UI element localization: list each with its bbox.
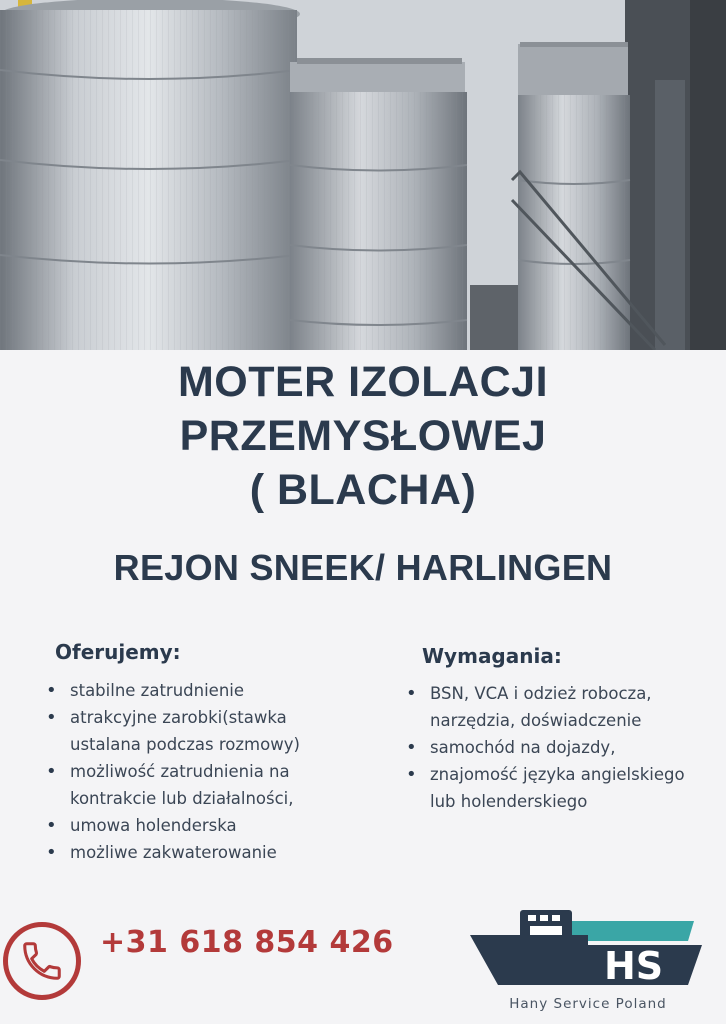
list-item: • umowa holenderska [42, 812, 362, 839]
phone-icon[interactable] [3, 922, 81, 1000]
hero-image-silos [0, 0, 726, 350]
list-item: • możliwość zatrudnienia na kontrakcie lub działalności, [42, 758, 362, 812]
title-line-1: MOTER IZOLACJI [177, 358, 549, 406]
title-line-2: PRZEMYSŁOWEJ [179, 412, 547, 460]
region-subtitle: REJON SNEEK/ HARLINGEN [113, 547, 613, 588]
phone-number[interactable]: +31 618 854 426 [100, 925, 394, 960]
requirements-heading: Wymagania: [422, 644, 562, 668]
logo-letters: HS [604, 944, 664, 988]
offer-list [42, 677, 362, 866]
list-item: • samochód na dojazdy, [402, 734, 702, 761]
list-item: • BSN, VCA i odzież robocza, narzędzia, doświadczenie [402, 680, 702, 734]
job-title [0, 355, 726, 517]
logo-caption: Hany Service Poland [509, 996, 667, 1012]
title-line-3: ( BLACHA) [249, 466, 477, 514]
company-logo [468, 905, 708, 995]
list-item: • stabilne zatrudnienie [42, 677, 362, 704]
offer-heading: Oferujemy: [55, 640, 181, 664]
requirements-list [402, 680, 702, 815]
list-item: • znajomość języka angielskiego lub holenderskiego [402, 761, 702, 815]
list-item: • atrakcyjne zarobki(stawka ustalana podczas rozmowy) [42, 704, 362, 758]
list-item: • możliwe zakwaterowanie [42, 839, 362, 866]
